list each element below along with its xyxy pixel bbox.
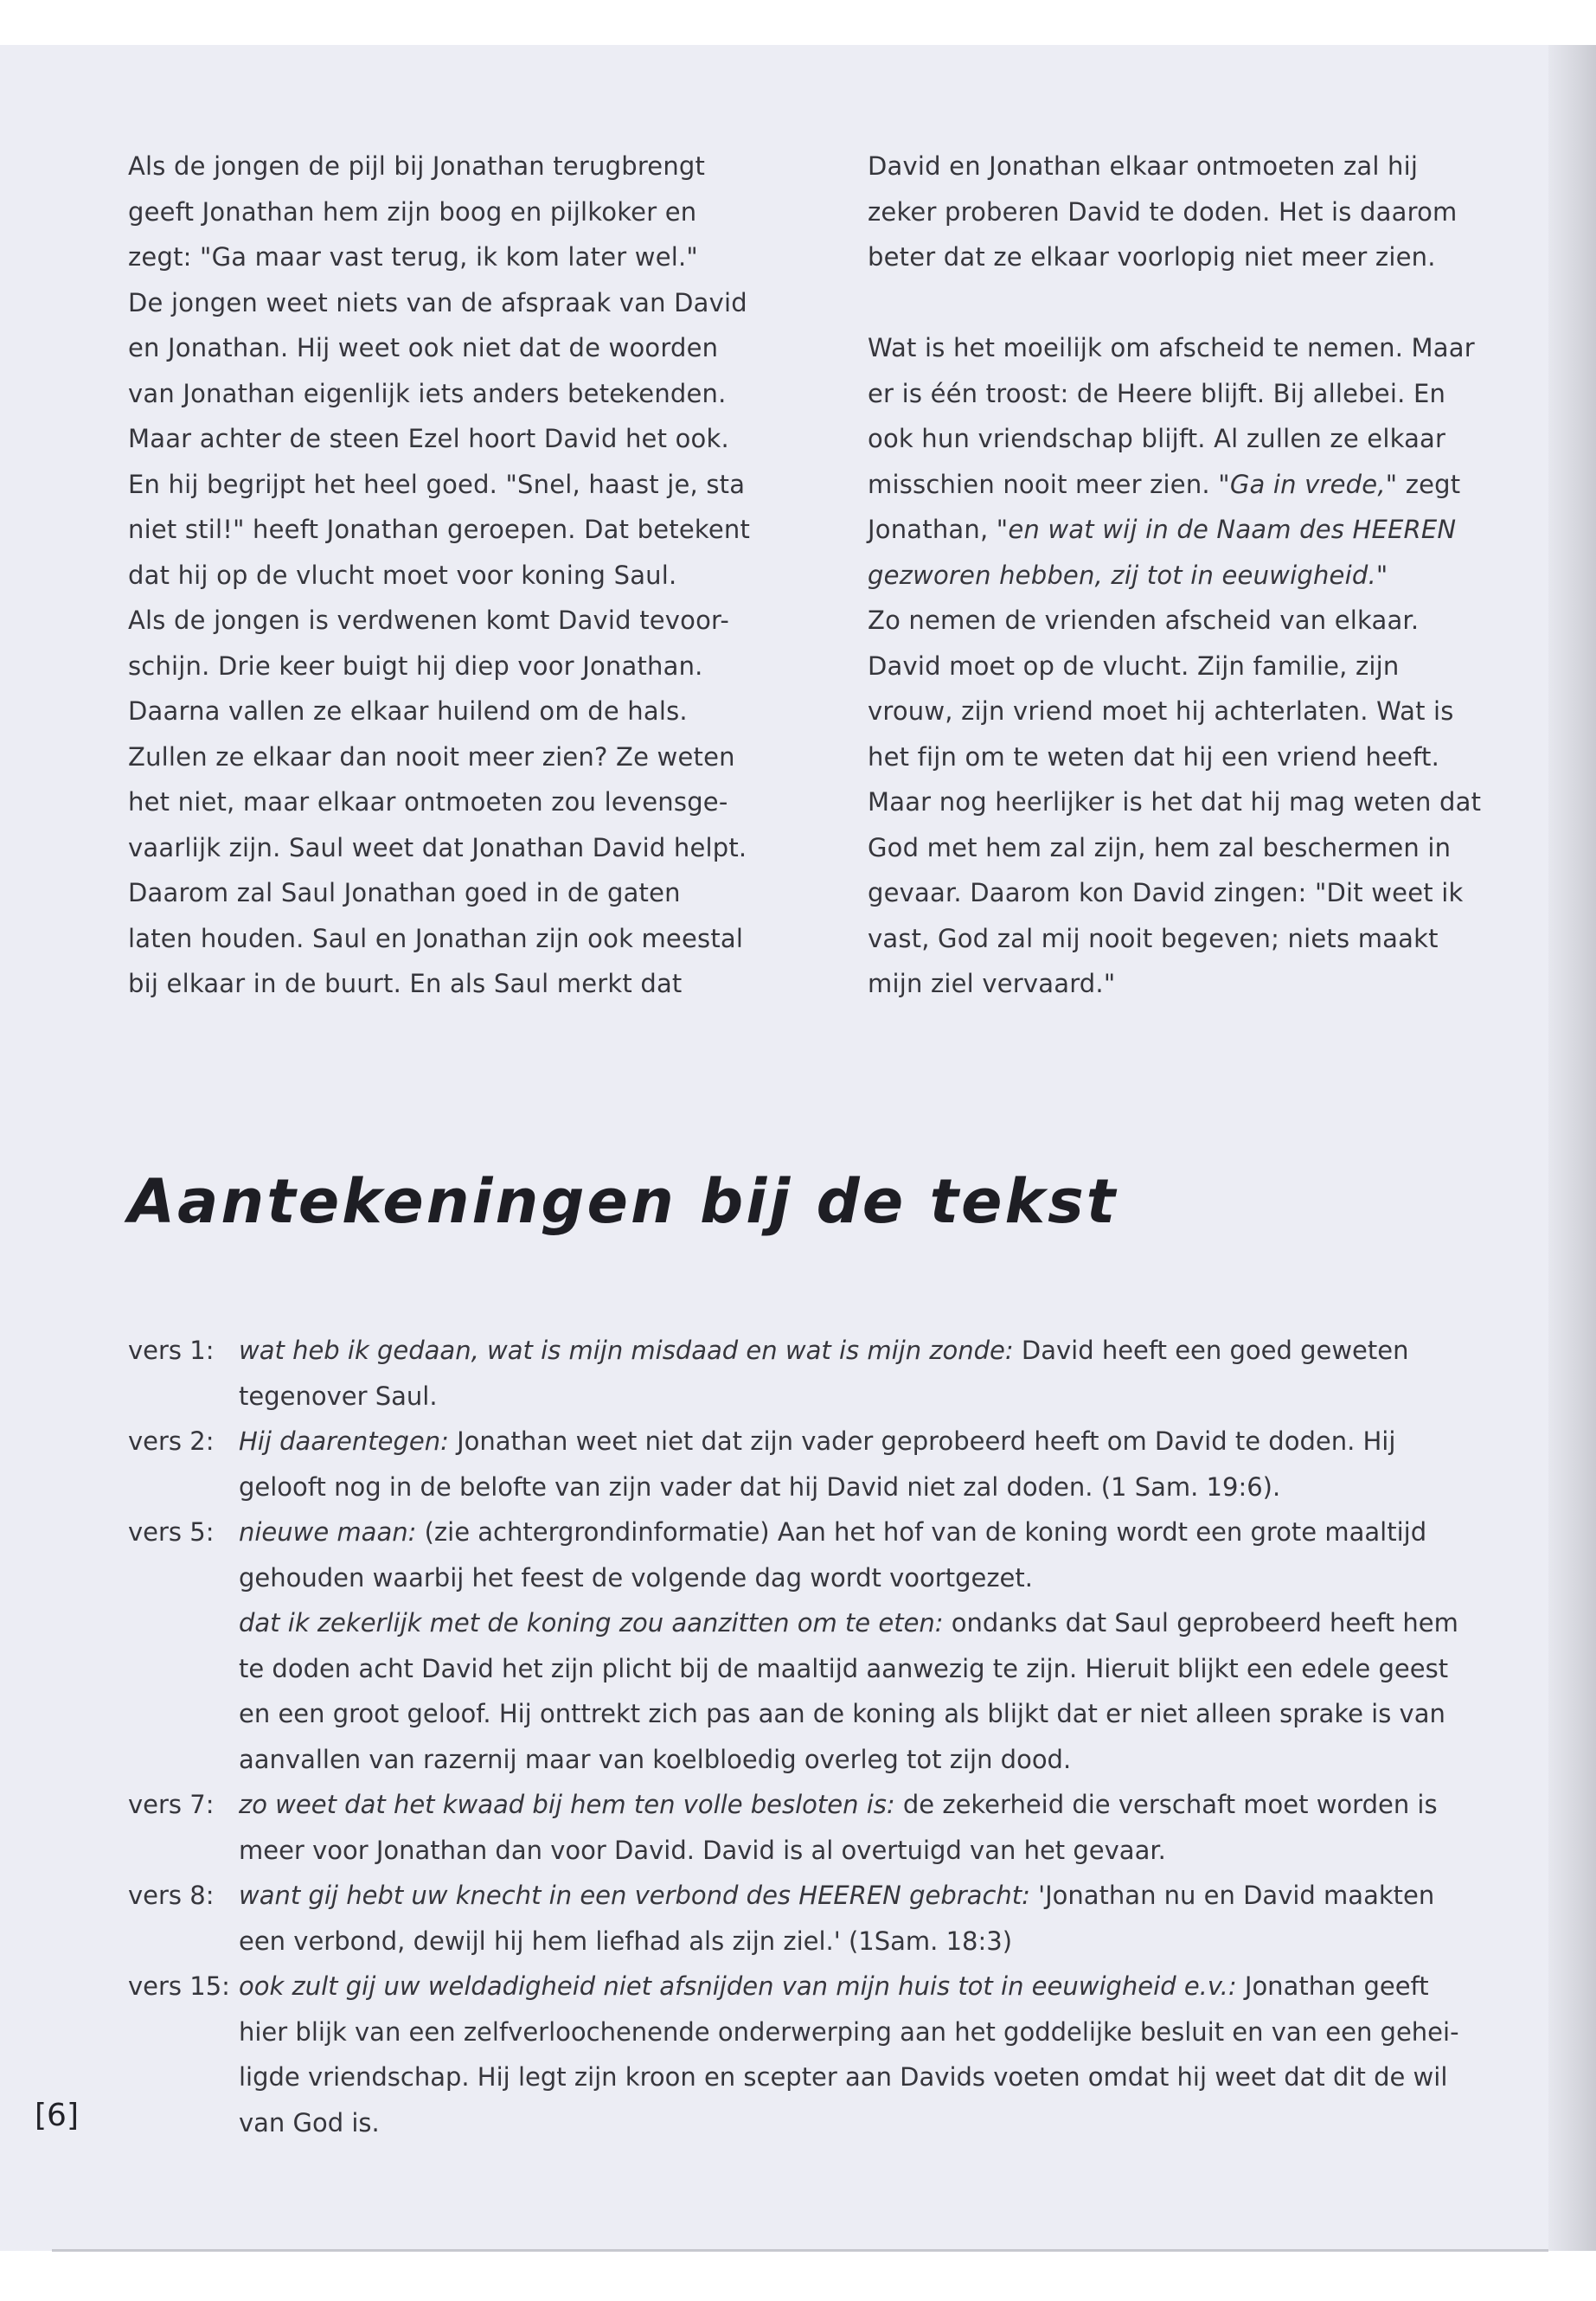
verse-label: vers 5: xyxy=(128,1517,215,1547)
left-line: En hij begrijpt het heel goed. "Snel, haast je, sta xyxy=(128,469,746,499)
left-line: en Jonathan. Hij weet ook niet dat de woorden xyxy=(128,333,719,362)
verse-quote: wat heb ik gedaan, wat is mijn misdaad en wat is mijn zonde: xyxy=(239,1336,1014,1365)
paragraph-gap xyxy=(868,280,1490,326)
page-edge-shadow xyxy=(1548,45,1596,2259)
annotation-line xyxy=(239,1509,1477,1555)
right-line-text: misschien nooit meer zien. xyxy=(868,469,1219,499)
annotation-vers-5 xyxy=(128,1509,1477,1782)
verse-quote: dat ik zekerlijk met de koning zou aanzitten om te eten: xyxy=(239,1608,944,1638)
annotation-text: Jonathan geeft xyxy=(1236,1971,1429,2001)
left-line: het niet, maar elkaar ontmoeten zou levensge- xyxy=(128,787,728,817)
left-line: zegt: "Ga maar vast terug, ik kom later wel." xyxy=(128,242,698,272)
right-line: beter dat ze elkaar voorlopig niet meer zien. xyxy=(868,242,1436,272)
story-left-column xyxy=(128,144,768,1007)
annotation-line: tegenover Saul. xyxy=(239,1381,438,1411)
right-line: David en Jonathan elkaar ontmoeten zal hij xyxy=(868,151,1419,181)
annotation-vers-1 xyxy=(128,1328,1477,1419)
annotation-line: van God is. xyxy=(239,2107,380,2138)
left-line: Daarom zal Saul Jonathan goed in de gaten xyxy=(128,878,681,907)
right-line: er is één troost: de Heere blijft. Bij allebei. En xyxy=(868,378,1446,408)
left-line: De jongen weet niets van de afspraak van David xyxy=(128,287,747,317)
right-line-quote xyxy=(868,462,1490,508)
scripture-quote: "Ga in vrede," xyxy=(1218,469,1398,499)
annotations-list xyxy=(128,1328,1477,2145)
right-line: God met hem zal zijn, hem zal beschermen in xyxy=(868,832,1452,862)
annotation-body xyxy=(239,1509,1477,1782)
left-line: niet stil!" heeft Jonathan geroepen. Dat betekent xyxy=(128,515,751,544)
annotation-line: en een groot geloof. Hij onttrekt zich pas aan de koning als blijkt dat er niet alleen sprake is van xyxy=(239,1699,1445,1728)
right-line-text: Jonathan, xyxy=(868,515,997,544)
left-line: dat hij op de vlucht moet voor koning Saul. xyxy=(128,560,677,590)
page-number: [6] xyxy=(35,2098,79,2133)
left-line: bij elkaar in de buurt. En als Saul merkt dat xyxy=(128,969,683,998)
annotation-line xyxy=(239,1600,1477,1646)
right-line: ook hun vriendschap blijft. Al zullen ze elkaar xyxy=(868,424,1446,453)
verse-label: vers 8: xyxy=(128,1881,215,1910)
annotation-line: hier blijk van een zelfverloochenende onderwerping aan het goddelijke besluit en van een gehei- xyxy=(239,2016,1459,2047)
scripture-quote-line: gezworen hebben, zij tot in eeuwigheid." xyxy=(868,560,1388,590)
verse-label: vers 15: xyxy=(128,1971,230,2001)
annotation-line: gelooft nog in de belofte van zijn vader dat hij David niet zal doden. (1 Sam. 19:6). xyxy=(239,1471,1281,1502)
right-line: Maar nog heerlijker is het dat hij mag weten dat xyxy=(868,787,1482,817)
left-line: van Jonathan eigenlijk iets anders betekenden. xyxy=(128,378,727,408)
right-line: zeker proberen David te doden. Het is daarom xyxy=(868,196,1458,227)
annotation-line xyxy=(239,1964,1477,2009)
annotation-body xyxy=(239,1782,1477,1873)
verse-quote: want gij hebt uw knecht in een verbond des HEEREN gebracht: xyxy=(239,1881,1030,1910)
annotation-body xyxy=(239,1873,1477,1964)
annotation-text: (zie achtergrondinformatie) Aan het hof van de koning wordt een grote maaltijd xyxy=(416,1517,1427,1547)
verse-label: vers 7: xyxy=(128,1790,215,1819)
left-line: vaarlijk zijn. Saul weet dat Jonathan David helpt. xyxy=(128,832,747,862)
left-line: Daarna vallen ze elkaar huilend om de hals. xyxy=(128,696,688,726)
scripture-quote: "en wat wij in de Naam des HEEREN xyxy=(996,515,1457,544)
right-line: vrouw, zijn vriend moet hij achterlaten. Wat is xyxy=(868,696,1454,726)
verse-quote: ook zult gij uw weldadigheid niet afsnijden van mijn huis tot in eeuwigheid e.v.: xyxy=(239,1971,1237,2001)
annotation-text: de zekerheid die verschaft moet worden is xyxy=(894,1790,1438,1819)
annotation-text: ondanks dat Saul geprobeerd heeft hem xyxy=(943,1608,1458,1638)
verse-label: vers 1: xyxy=(128,1336,215,1365)
annotation-vers-7 xyxy=(128,1782,1477,1873)
right-line: David moet op de vlucht. Zijn familie, zijn xyxy=(868,651,1400,681)
annotation-line: te doden acht David het zijn plicht bij de maaltijd aanwezig te zijn. Hieruit blijkt een edele geest xyxy=(239,1653,1449,1683)
scan-top-margin xyxy=(0,0,1596,45)
verse-quote: Hij daarentegen: xyxy=(239,1426,449,1456)
left-line: Als de jongen de pijl bij Jonathan terugbrengt xyxy=(128,151,706,181)
left-line: laten houden. Saul en Jonathan zijn ook meestal xyxy=(128,923,744,953)
annotation-line xyxy=(239,1782,1477,1828)
annotation-text: 'Jonathan nu en David maakten xyxy=(1029,1881,1435,1910)
right-line-quote xyxy=(868,507,1490,553)
right-line: Zo nemen de vrienden afscheid van elkaar. xyxy=(868,606,1420,635)
right-line: vast, God zal mij nooit begeven; niets maakt xyxy=(868,923,1439,953)
right-line-text: zegt xyxy=(1397,469,1461,499)
annotation-line xyxy=(239,1419,1477,1465)
annotation-line xyxy=(239,1873,1477,1919)
left-line: Zullen ze elkaar dan nooit meer zien? Ze weten xyxy=(128,741,735,772)
annotation-line: ligde vriendschap. Hij legt zijn kroon en scepter aan Davids voeten omdat hij weet dat dit de wil xyxy=(239,2062,1448,2092)
annotation-text: Jonathan weet niet dat zijn vader geprobeerd heeft om David te doden. Hij xyxy=(448,1426,1396,1456)
story-right-column xyxy=(868,144,1490,1007)
left-line: Maar achter de steen Ezel hoort David het ook. xyxy=(128,424,729,453)
left-line: Als de jongen is verdwenen komt David tevoor- xyxy=(128,606,729,635)
right-line: mijn ziel vervaard." xyxy=(868,969,1116,998)
annotation-vers-2 xyxy=(128,1419,1477,1509)
annotation-text: David heeft een goed geweten xyxy=(1013,1336,1409,1365)
annotation-vers-8 xyxy=(128,1873,1477,1964)
annotation-body xyxy=(239,1328,1477,1419)
annotation-line: aanvallen van razernij maar van koelbloedig overleg tot zijn dood. xyxy=(239,1744,1072,1774)
scan-bottom-margin xyxy=(0,2251,1596,2301)
verse-label: vers 2: xyxy=(128,1426,215,1456)
right-line: Wat is het moeilijk om afscheid te nemen. Maar xyxy=(868,333,1475,362)
verse-quote: nieuwe maan: xyxy=(239,1517,417,1547)
page-bottom-edge xyxy=(52,2249,1548,2252)
left-line: schijn. Drie keer buigt hij diep voor Jonathan. xyxy=(128,651,703,681)
right-line: gevaar. Daarom kon David zingen: "Dit weet ik xyxy=(868,878,1464,907)
section-heading: Aantekeningen bij de tekst xyxy=(128,1166,1118,1237)
right-line: het fijn om te weten dat hij een vriend heeft. xyxy=(868,741,1440,772)
left-line: geeft Jonathan hem zijn boog en pijlkoker en xyxy=(128,196,697,227)
annotation-line: gehouden waarbij het feest de volgende dag wordt voortgezet. xyxy=(239,1562,1033,1593)
annotation-body xyxy=(239,1419,1477,1509)
annotation-vers-15 xyxy=(128,1964,1477,2145)
annotation-line xyxy=(239,1328,1477,1374)
annotation-line: een verbond, dewijl hij hem liefhad als zijn ziel.' (1Sam. 18:3) xyxy=(239,1926,1013,1956)
verse-quote: zo weet dat het kwaad bij hem ten volle besloten is: xyxy=(239,1790,895,1819)
annotation-body xyxy=(239,1964,1477,2145)
annotation-line: meer voor Jonathan dan voor David. David is al overtuigd van het gevaar. xyxy=(239,1835,1166,1865)
